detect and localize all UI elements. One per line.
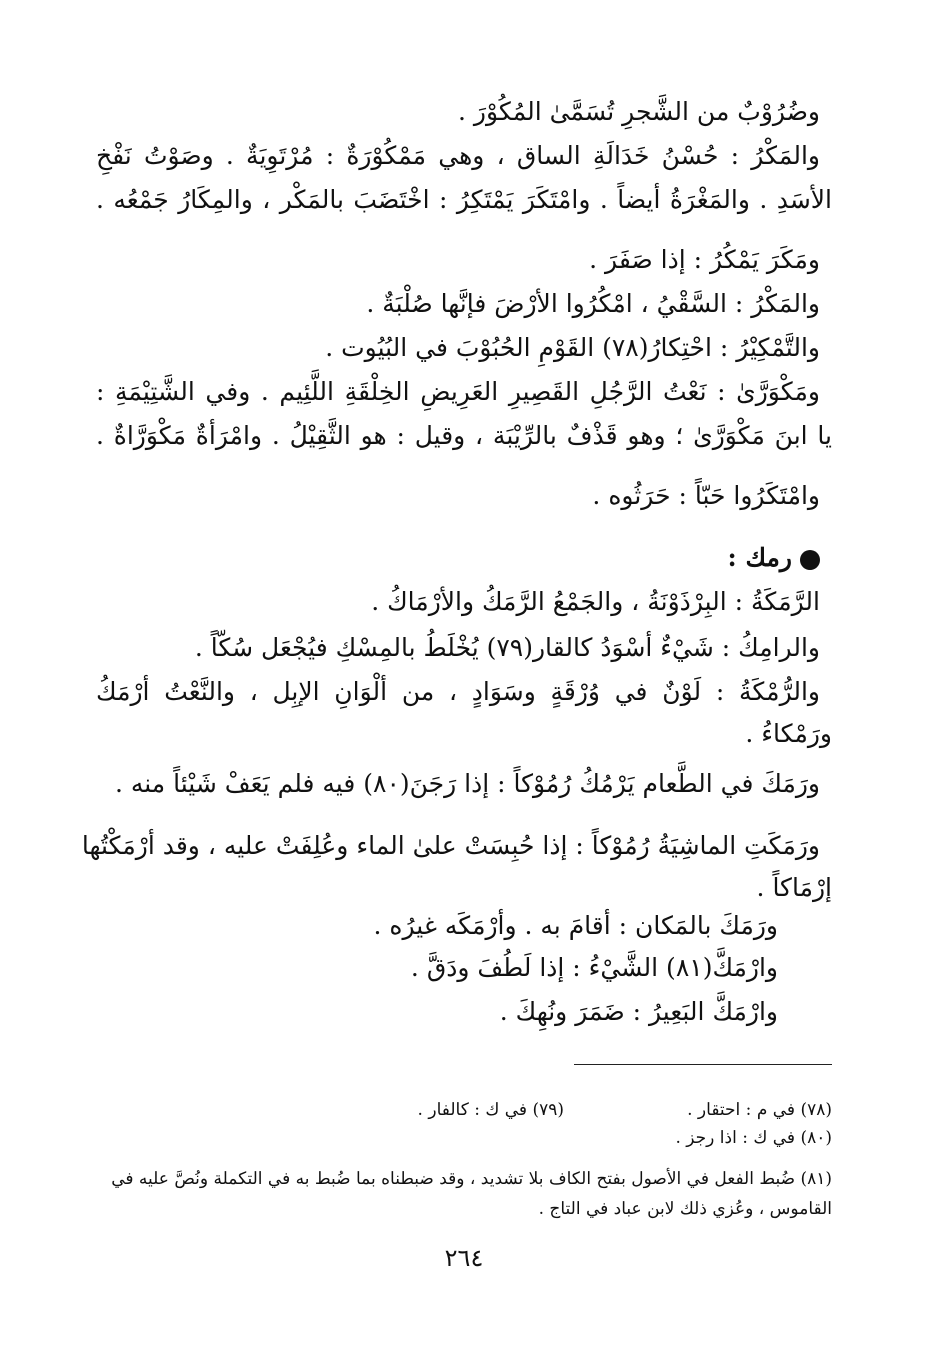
text-line: ومَكَرَ يَمْكُرُ : إذا صَفَرَ . bbox=[589, 245, 820, 274]
text-line: الأسَدِ . والمَغْرَةُ أيضاً . وامْتَكَرَ يَمْتَكِرُ : اخْتَضَبَ بالمَكْر ، والمِكَارُ جَمْعُه . bbox=[96, 185, 832, 214]
bullet-icon bbox=[800, 550, 820, 570]
footnote-rule bbox=[574, 1064, 832, 1065]
text-line: يا ابنَ مَكْوَرَّىٰ ؛ وهو قَذْفٌ بالرِّيْبَة ، وقيل : هو الثَّقِيْلُ . وامْرَأةٌ مَكْوَرَّاةٌ . bbox=[96, 421, 832, 450]
footnote-80: (٨٠) في ك : اذا رجز . bbox=[675, 1128, 832, 1148]
text-line: والتَّمْكِيْرُ : احْتِكارُ(٧٨) القَوْمِ الحُبُوْبَ في البُيُوت . bbox=[325, 333, 820, 362]
text-line: والمَكْرُ : حُسْنُ خَدَالَةِ الساق ، وهي مَمْكُوْرَةٌ : مُرْتَوِيَةٌ . وصَوْتُ نَفْخِ bbox=[96, 141, 820, 170]
text-line: والرُّمْكَةُ : لَوْنٌ في وُرْقَةٍ وسَوَادٍ ، من ألْوَانِ الإبِل ، والنَّعْتُ أرْمَكُ bbox=[96, 677, 820, 706]
text-line: وارْمَكَّ(٨١) الشَّيْءُ : إذا لَطُفَ ودَقَّ . bbox=[410, 953, 778, 982]
text-line: ورَمَكَ بالمَكان : أقامَ به . وأرْمَكَه غيرُه . bbox=[373, 911, 778, 940]
text-line: ورَمَكَتِ الماشِيَةُ رُمُوْكاً : إذا حُبِسَتْ علىٰ الماء وعُلِفَتْ عليه ، وقد أرْمَكْتُها bbox=[81, 831, 820, 860]
text-line: وارْمَكَّ البَعِيرُ : ضَمَرَ ونُهِكَ . bbox=[499, 997, 778, 1026]
text-line: وامْتَكَرُوا حَبّاً : حَرَثُوه . bbox=[592, 481, 820, 510]
text-line: ومَكْوَرَّىٰ : نَعْتُ الرَّجُلِ القَصِيرِ العَرِيضِ الخِلْقَةِ اللَّئِيم . وفي الشَّتِيْمَةِ : bbox=[96, 377, 820, 406]
text-line: الرَّمَكَةُ : البِرْذَوْنَةُ ، والجَمْعُ الرَّمَكُ والأرْمَاكُ . bbox=[371, 587, 820, 616]
text-line: ورَمَكَ في الطَّعام يَرْمُكُ رُمُوْكاً : إذا رَجَنَ(٨٠) فيه فلم يَعَفْ شَيْئاً منه . bbox=[114, 769, 820, 798]
entry-heading-text: رمك : bbox=[727, 543, 792, 572]
footnote-78: (٧٨) في م : احتقار . bbox=[687, 1100, 832, 1120]
footnote-81: (٨١) ضُبط الفعل في الأصول بفتح الكاف بلا تشديد ، وقد ضبطناه بما ضُبط به في التكملة ونُصَّ عليه في القاموس ، وعُزي ذلك لابن عباد في التاج . bbox=[111, 1169, 832, 1219]
page-number: ٢٦٤ bbox=[444, 1244, 484, 1272]
text-line: ورَمْكاءُ . bbox=[745, 719, 832, 748]
text-line: إرْمَاكاً . bbox=[756, 873, 832, 902]
footnote-79: (٧٩) في ك : كالفار . bbox=[417, 1100, 564, 1120]
text-line: والرامِكُ : شَيْءٌ أسْوَدُ كالقار(٧٩) يُخْلَطُ بالمِسْكِ فيُجْعَل سُكّاً . bbox=[194, 633, 820, 662]
text-line: والمَكْرُ : السَّقْيُ ، امْكُرُوا الأرْضَ فإنَّها صُلْبَةٌ . bbox=[366, 289, 820, 318]
text-line: وضُرُوْبٌ من الشَّجرِ تُسَمَّىٰ المُكُوْرَ . bbox=[458, 97, 820, 126]
entry-heading bbox=[96, 538, 820, 578]
